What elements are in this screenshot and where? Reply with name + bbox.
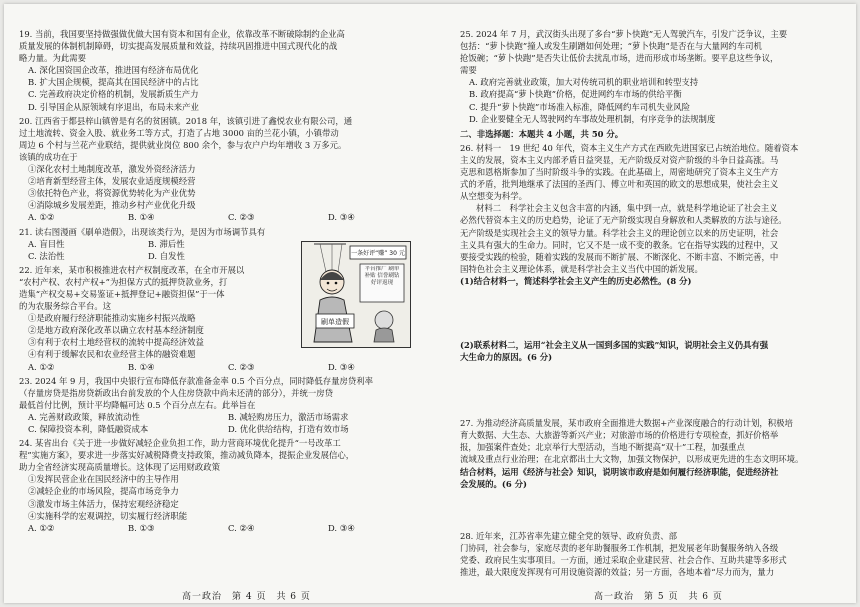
right-column [460, 26, 844, 578]
task-cont: 会发展的。(6 分) [460, 478, 527, 489]
question-text: 门协同，社会参与，家庭尽责的老年助餐服务工作机制，把发展老年助餐服务纳入各级 [460, 542, 779, 553]
question-text: 22. 近年来，某市积极推进农村产权制度改革，在全市开展以 [19, 264, 245, 275]
option-a: A. 完善财政政策，释放流动性 [28, 411, 140, 422]
option-d: D. ③④ [328, 522, 355, 533]
option-c: C. 法治性 [28, 250, 65, 261]
question-text: 党委、政府民生实事项目。一方面，通过采取企业建民营、社会合作、互助共建等多形式 [460, 554, 787, 565]
statement-4: ④实施科学的宏观调控，切实履行经济职能 [28, 510, 188, 521]
statement-3: ③依托特色产业，将资源优势转化为产业优势 [28, 188, 196, 199]
question-25 [460, 28, 844, 125]
option-b: B. 滞后性 [148, 238, 185, 249]
option-d: D. 自发性 [148, 250, 185, 261]
statement-3: ③有利于农村土地经营权的流转中提高经济效益 [28, 337, 204, 348]
option-a: A. ①② [28, 212, 55, 223]
question-text: 需要 [460, 65, 477, 76]
question-text: 质量发展的体制机制障碍，切实提高发展质量和效益，持续巩固推进中国式现代化的战 [19, 41, 338, 52]
cartoon-banner: 一条好评“赚” 30 元 [351, 250, 405, 257]
material-text: 要接受实践的检验，随着实践的发展而不断扩展、不断深化、不断丰富、不断完善，中 [460, 251, 779, 262]
question-text: 流域及重点行业治理；在北京都出土大文物，加强文物保护，以形成更先进的生态文明环境。 [460, 454, 804, 465]
cartoon-board: 刷单造假 [321, 318, 349, 326]
question-text: 略力量。为此需要 [19, 53, 86, 64]
option-b: B. ①④ [128, 212, 155, 223]
exam-sheet [4, 4, 856, 603]
question-text: 该镇的成功在于 [19, 151, 78, 162]
question-text: 推进，最大限度发挥现有可用设施资源的效益；另一方面，各地本着“尽力而为，量力 [460, 567, 775, 577]
option-b: B. 减轻购房压力，激活市场需求 [228, 411, 349, 422]
option-c: C. ②④ [228, 522, 255, 533]
question-text: 最低首付比例，预计平均降幅可达 0.5 个百分点左右。此举旨在 [19, 399, 256, 410]
material-text: 从空想变为科学。 [460, 191, 527, 202]
question-text: 报，加强案件查处；北京举行大型活动，当地不断提高“双十”工程，加强重点 [460, 442, 745, 453]
option-c: C. 保障投资本利，降低融资成本 [28, 424, 149, 434]
statement-2: ②是地方政府深化改革以确立农村基本经济制度 [28, 325, 204, 336]
question-24 [19, 437, 429, 534]
question-text: 育大数据、大生态、大旅游等新兴产业；对旅游市场的价格进行专项检查，抓好价格举 [460, 430, 779, 441]
option-a: A. ①② [28, 522, 55, 533]
question-text: （存量房贷是指房贷新政出台前发放的个人住房贷款中尚未还清的部分），并统一房贷 [19, 387, 334, 398]
material-text: 材料二 科学社会主义包含丰富的内涵，集中到一点，就是科学地论证了社会主义 [476, 203, 778, 214]
question-text: 20. 江西省于都县梓山镇曾是有名的贫困镇。2018 年，该镇引进了鑫悦农业有限公司，通 [19, 115, 353, 126]
task-2-cont: 大生命力的原因。(6 分) [460, 352, 553, 363]
material-text: 必然代替资本主义的历史趋势，论证了无产阶级实现自身解放和人类解放的方法与途径。 [460, 215, 787, 226]
question-23 [19, 375, 429, 435]
option-d: D. ③④ [328, 212, 355, 223]
statement-1: ①发挥民营企业在国民经济中的主导作用 [28, 474, 179, 485]
question-text: “农村产权、农村产权+”为担保方式的抵押贷款业务，打 [19, 276, 228, 287]
page-footer-right: 高一政治 第 5 页 共 6 页 [594, 592, 723, 602]
question-19 [19, 28, 429, 113]
question-text: 周边 6 个村与兰花产业联结，提供就业岗位 800 余个，参与农户户均年增收 3 万多元。 [19, 139, 347, 150]
option-b: B. 政府提高“萝卜快跑”价格，促进网约车市场的供给平衡 [469, 89, 682, 100]
statement-4: ④消除城乡发展差距，推动乡村产业优化升级 [28, 200, 196, 211]
option-a: A. ①② [28, 361, 55, 372]
question-text: 助力全省经济实现高质量增长。这体现了运用财政政策 [19, 462, 220, 473]
option-row [19, 411, 429, 423]
option-c: C. 完善政府决定价格的机制，发展新质生产力 [28, 89, 199, 100]
question-text: 包括：“萝卜快跑”撞人或发生刷蹭如何处理；“萝卜快跑”是否在与大量网约车司机 [460, 41, 762, 52]
question-text: 21. 读右图漫画《刷单造假》，出现该类行为，是因为市场调节具有 [19, 226, 266, 237]
task: 结合材料，运用《经济与社会》知识，说明该市政府是如何履行经济职能，促进经济社 [460, 466, 779, 477]
option-b: B. ①③ [128, 522, 155, 533]
question-20 [19, 115, 429, 224]
statement-2: ②培育新型经营主体，发展农业适度规模经营 [28, 176, 196, 187]
question-27 [460, 417, 844, 528]
answer-space[interactable] [460, 490, 844, 528]
question-text: 程”实施方案》，要求进一步落实好减税降费支持政策，推动减负降本，提振企业发展信心， [19, 450, 355, 461]
cartoon-illustration [302, 242, 410, 347]
option-row [19, 211, 429, 223]
answer-space[interactable] [460, 287, 844, 339]
statement-4: ④有利于缓解农民和农业经营主体的融资难题 [28, 349, 196, 360]
task-2: (2)联系材料二，运用“社会主义从一国到多国的实践”知识，说明社会主义仍具有强 [460, 339, 769, 350]
question-26 [460, 142, 844, 415]
option-b: B. 扩大国企规模，提高其在国民经济中的占比 [28, 77, 199, 88]
answer-space[interactable] [460, 363, 844, 415]
material-text: 主义具有强大的生命力。同时，它又不是一成不变的教条。它在指导实践的过程中，又 [460, 239, 779, 250]
page-footer-left: 高一政治 第 4 页 共 6 页 [182, 592, 311, 602]
material-text: 无产阶级是实现社会主义的领导力量。科学社会主义的理论创立以来的历史证明，社会 [460, 227, 779, 238]
option-d: D. 优化供给结构，打造有效市场 [228, 424, 349, 434]
question-text: 19. 当前，我国要坚持做强做优做大国有资本和国有企业，依靠改革不断破除制约企业高 [19, 29, 345, 39]
statement-1: ①是政府履行经济职能推动实施乡村振兴战略 [28, 313, 196, 324]
material-text: 主义的发展，资本主义内部矛盾日益突显，无产阶级反对资产阶级的斗争日益高涨。马 [460, 154, 779, 165]
question-text: 24. 某省出台《关于进一步做好减轻企业负担工作，助力营商环境优化提升“一号改革工 [19, 438, 341, 449]
cartoon-image [301, 241, 411, 348]
task-1: (1)结合材料一，简述科学社会主义产生的历史必然性。(8 分) [460, 275, 692, 286]
question-text: 过土地流转、资金入股、就业务工等方式，打造了占地 3000 亩的兰花小镇，小镇带动 [19, 127, 339, 138]
option-row [19, 423, 429, 435]
section-heading: 二、非选择题：本题共 4 小题，共 50 分。 [460, 128, 624, 139]
option-row [19, 522, 429, 534]
option-d: D. 引导国企从原领域有序退出，布局未来产业 [28, 101, 199, 112]
option-b: B. ①④ [128, 361, 155, 372]
material-text: 国特色社会主义理论体系，就是科学社会主义当代中国的新发展。 [460, 263, 703, 274]
option-c: C. 提升“萝卜快跑”市场准入标准，降低网约车司机失业风险 [469, 101, 690, 112]
option-d: D. ③④ [328, 361, 355, 372]
question-text: 抢饭碗；“萝卜快跑”是否失让低价去扰乱市场，进而形成市场垄断。要平息这些争议， [460, 53, 779, 64]
option-c: C. ②③ [228, 361, 255, 372]
option-a: A. 盲目性 [28, 238, 65, 249]
statement-3: ③激发市场主体活力，保持宏观经济稳定 [28, 498, 179, 509]
question-text: 27. 为推动经济高质量发展，某市政府全面推进大数据+产业深度融合的行动计划，积极培 [460, 418, 793, 429]
option-c: C. ②③ [228, 212, 255, 223]
material-text: 克思和恩格斯参加了当时阶级斗争的实践。在此基础上，周密地研究了资本主义生产方 [460, 167, 779, 178]
question-28 [460, 530, 844, 578]
question-text: 25. 2024 年 7 月，武汉街头出现了多台“萝卜快跑”无人驾驶汽车，引发广泛争议，主要 [460, 29, 788, 39]
option-d: D. 企业要健全无人驾驶网约车事故处理机制，有序竞争的法规制度 [469, 113, 716, 124]
material-text: 26. 材料一 19 世纪 40 年代，资本主义生产方式在西欧先进国家已占统治地位。随着资本 [460, 142, 799, 153]
question-text: 23. 2024 年 9 月，我国中央银行宣布降低存款准备金率 0.5 个百分点，同时降低存量房贷利率 [19, 375, 374, 386]
option-a: A. 深化国资国企改革，推进国有经济布局优化 [28, 65, 199, 76]
material-text: 式的矛盾，批判地继承了法国的圣西门、傅立叶和英国的欧文的思想成果，使社会主义 [460, 179, 779, 190]
option-a: A. 政府完善就业政策，加大对传统司机的职业培训和转型支持 [469, 77, 699, 88]
cartoon-sign: 平台推广 刷单补贴 信誉刷钻 好评返现 [364, 266, 400, 286]
statement-2: ②减轻企业的市场风险，提高市场竞争力 [28, 486, 179, 497]
option-row [19, 361, 429, 373]
question-text: 造集“产权交易+交易鉴证+抵押登记+融资担保”于一体 [19, 288, 225, 299]
question-text: 28. 近年来，江苏省率先建立健全党的领导、政府负责、部 [460, 530, 677, 541]
question-text: 的为农服务综合平台。这 [19, 301, 112, 312]
statement-1: ①深化农村土地制度改革，激发外资经济活力 [28, 164, 196, 175]
